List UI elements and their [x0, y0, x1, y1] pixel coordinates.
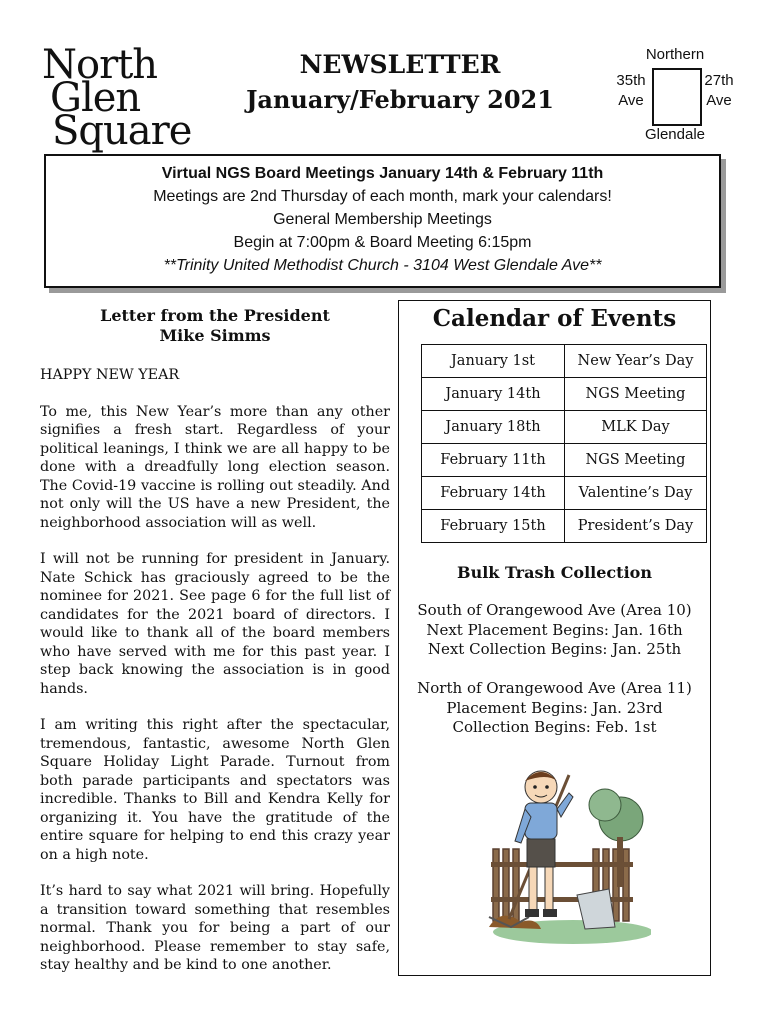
- letter-paragraph-2: I will not be running for president in January. Nate Schick has graciously agreed to be the nominee for 2021. See page 6 for the full list of candidates for the 2021 board of directors. I would like to thank all of the board members who have served with me for this past year. I step back knowing the association is in good hands.: [40, 551, 390, 697]
- event-date: February 14th: [422, 477, 565, 510]
- letter-paragraph-3: I am writing this right after the spectacular, tremendous, fantastic, awesome North Glen Square Holiday Light Parade. Turnout from both parade participants and spectators was incredible. Thanks to Bill and Kendra Kelly for organizing it. You have the gratitude of the entire square for helping to end this crazy year on a high note.: [40, 717, 390, 863]
- area-10-title: South of Orangewood Ave (Area 10): [417, 601, 692, 619]
- letter-paragraph-4: It’s hard to say what 2021 will bring. Hopefully a transition toward something that resembles normal. Thank you for being a part of our neighborhood. Please remember to stay safe, stay healthy and be kind to one another.: [40, 883, 390, 973]
- newsletter-date: January/February 2021: [246, 85, 554, 114]
- area-11-schedule: [399, 679, 710, 738]
- bulk-trash-heading: Bulk Trash Collection: [457, 563, 652, 582]
- letter-greeting: HAPPY NEW YEAR: [40, 367, 180, 383]
- area-11-collection: Collection Begins: Feb. 1st: [452, 718, 657, 736]
- newsletter-title-block: [230, 48, 570, 118]
- table-row: [422, 444, 707, 477]
- boy-raking-leaves-icon: [481, 757, 651, 949]
- calendar-table: [421, 344, 707, 543]
- map-square-icon: [652, 68, 702, 126]
- event-date: February 11th: [422, 444, 565, 477]
- table-row: [422, 411, 707, 444]
- table-row: [422, 345, 707, 378]
- event-date: January 18th: [422, 411, 565, 444]
- calendar-title: Calendar of Events: [432, 305, 677, 332]
- map-south-label: Glendale: [644, 126, 706, 143]
- event-name: MLK Day: [565, 411, 707, 444]
- north-glen-square-logo: [40, 42, 192, 155]
- meeting-schedule-text: Meetings are 2nd Thursday of each month, mark your calendars!: [153, 188, 612, 205]
- letter-author: Mike Simms: [159, 326, 271, 345]
- president-letter: [40, 306, 390, 993]
- letter-heading: Letter from the President: [100, 306, 330, 325]
- event-name: NGS Meeting: [565, 378, 707, 411]
- table-row: [422, 378, 707, 411]
- neighborhood-map: [610, 44, 740, 149]
- calendar-sidebar: [398, 300, 711, 976]
- meeting-announcement-box: [44, 154, 721, 288]
- area-11-title: North of Orangewood Ave (Area 11): [417, 679, 692, 697]
- event-name: Valentine’s Day: [565, 477, 707, 510]
- table-row: [422, 510, 707, 543]
- event-name: President’s Day: [565, 510, 707, 543]
- logo-line-glen: Glen: [50, 75, 141, 121]
- logo-line-north: North: [42, 42, 158, 88]
- meeting-times-text: Begin at 7:00pm & Board Meeting 6:15pm: [233, 234, 532, 251]
- meeting-location-text: **Trinity United Methodist Church - 3104 West Glendale Ave**: [163, 257, 602, 274]
- meeting-headline: Virtual NGS Board Meetings January 14th & February 11th: [161, 165, 604, 182]
- area-10-collection: Next Collection Begins: Jan. 25th: [427, 640, 682, 658]
- membership-meetings-text: General Membership Meetings: [273, 211, 492, 228]
- event-date: January 14th: [422, 378, 565, 411]
- area-11-placement: Placement Begins: Jan. 23rd: [446, 698, 663, 717]
- area-10-schedule: [399, 601, 710, 660]
- event-name: NGS Meeting: [565, 444, 707, 477]
- map-east-label: 27th Ave: [704, 72, 734, 109]
- area-10-placement: Next Placement Begins: Jan. 16th: [426, 620, 683, 639]
- event-name: New Year’s Day: [565, 345, 707, 378]
- event-date: February 15th: [422, 510, 565, 543]
- letter-paragraph-1: To me, this New Year’s more than any other signifies a fresh start. Regardless of your political leanings, I think we are all happy to be done with a dreadfully long election season. The Covid-19 vaccine is rolling out steadily. And not only will the US have a new President, the neighborhood association will as well.: [40, 403, 390, 531]
- map-west-label: 35th Ave: [616, 72, 646, 109]
- newsletter-title: NEWSLETTER: [299, 50, 501, 79]
- map-north-label: Northern: [645, 46, 705, 63]
- event-date: January 1st: [422, 345, 565, 378]
- table-row: [422, 477, 707, 510]
- logo-line-square: Square: [52, 108, 192, 154]
